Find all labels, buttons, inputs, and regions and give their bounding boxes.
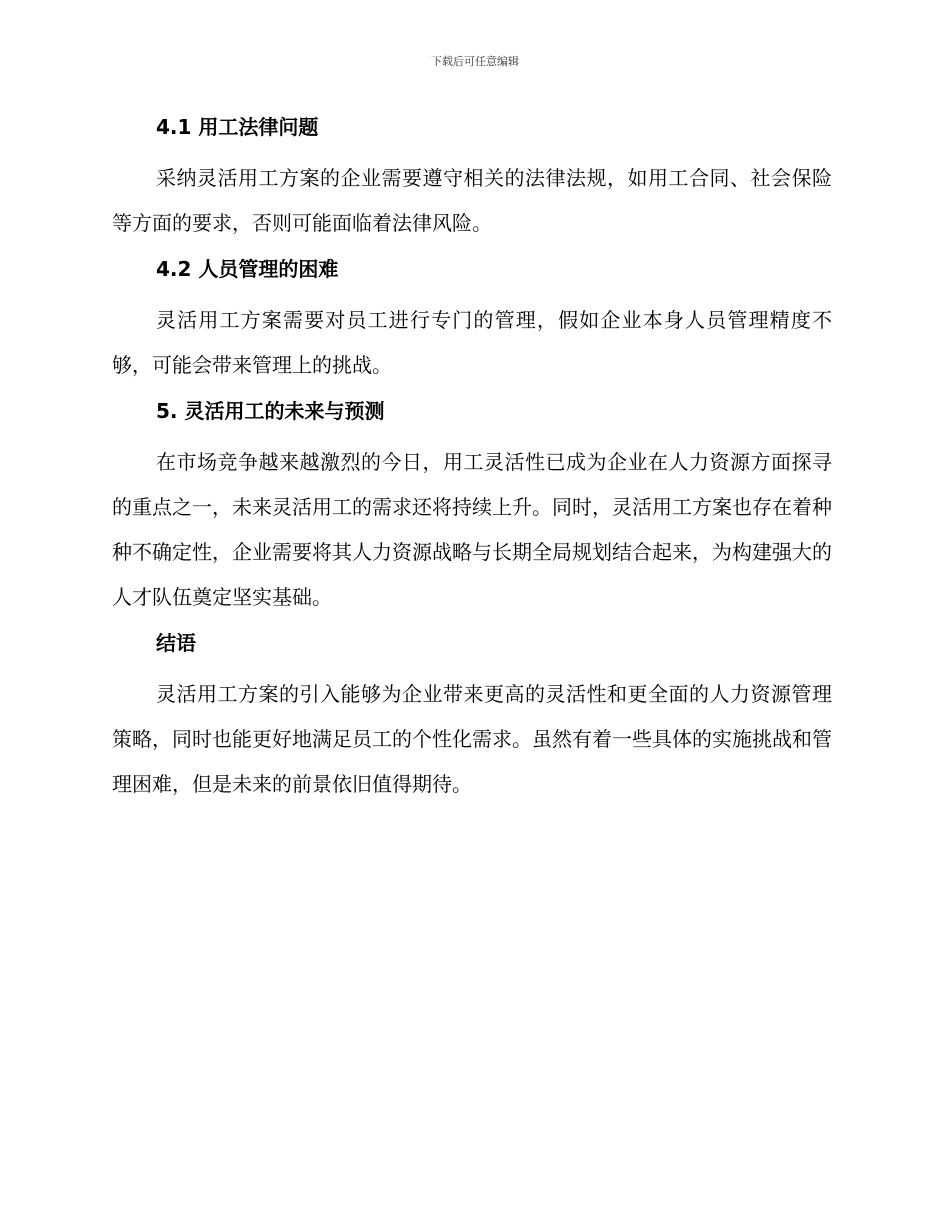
section-future-forecast xyxy=(112,396,832,620)
section-heading: 4.2 人员管理的困难 xyxy=(156,257,339,281)
section-conclusion xyxy=(112,628,832,807)
document-body xyxy=(112,112,832,815)
section-heading: 4.1 用工法律问题 xyxy=(156,115,319,139)
section-paragraph: 采纳灵活用工方案的企业需要遵守相关的法律法规，如用工合同、社会保险等方面的要求，否则可能面临着法律风险。 xyxy=(112,166,832,235)
section-paragraph: 灵活用工方案的引入能够为企业带来更高的灵活性和更全面的人力资源管理策略，同时也能更好地满足员工的个性化需求。虽然有着一些具体的实施挑战和管理困难，但是未来的前景依旧值得期待。 xyxy=(112,682,832,796)
section-staff-management xyxy=(112,254,832,388)
section-paragraph: 灵活用工方案需要对员工进行专门的管理，假如企业本身人员管理精度不够，可能会带来管理上的挑战。 xyxy=(112,308,832,377)
page-header: 下载后可任意编辑 xyxy=(431,55,519,68)
section-heading: 5. 灵活用工的未来与预测 xyxy=(156,399,385,423)
section-legal-issues xyxy=(112,112,832,246)
section-paragraph: 在市场竞争越来越激烈的今日，用工灵活性已成为企业在人力资源方面探寻的重点之一，未来灵活用工的需求还将持续上升。同时，灵活用工方案也存在着种种不确定性，企业需要将其人力资源战略与长期全局规划结合起来，为构建强大的人才队伍奠定坚实基础。 xyxy=(112,450,832,609)
section-heading: 结语 xyxy=(156,631,196,655)
